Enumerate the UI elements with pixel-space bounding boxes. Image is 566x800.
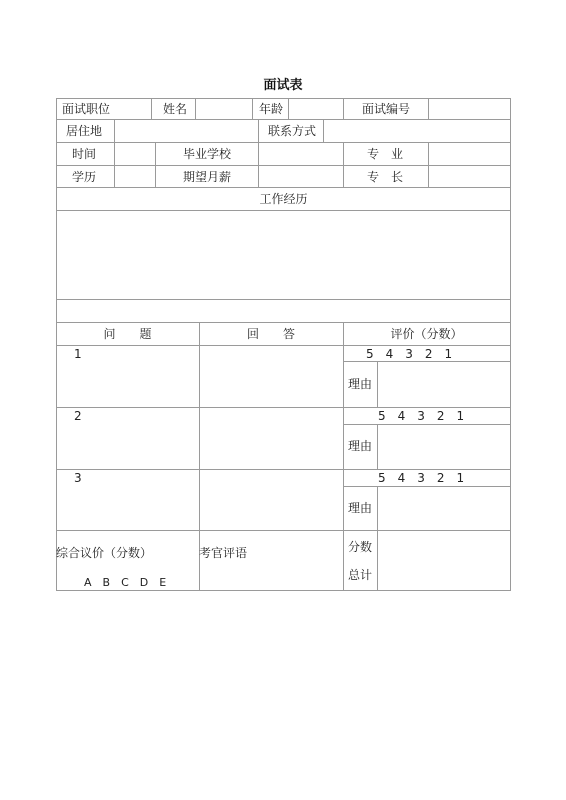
work-experience-label: 工作经历	[259, 192, 308, 206]
education-label: 学历	[72, 170, 97, 184]
position-label: 面试职位	[62, 102, 111, 116]
age-field[interactable]	[290, 100, 342, 118]
salary-label: 期望月薪	[183, 170, 232, 184]
score-options[interactable]: 5 4 3 2 1	[366, 347, 453, 361]
score-options[interactable]: 5 4 3 2 1	[378, 409, 465, 423]
age-label: 年龄	[259, 102, 284, 116]
reason-label: 理由	[348, 439, 373, 453]
contact-field[interactable]	[325, 121, 509, 141]
total-score-field[interactable]	[379, 532, 509, 589]
overall-label: 综合议价（分数）	[56, 546, 153, 560]
question-number: 3	[74, 471, 82, 485]
question-header: 问 题	[103, 327, 152, 341]
reason-label: 理由	[348, 377, 373, 391]
specialty-field[interactable]	[430, 167, 509, 186]
evaluation-header: 评价（分数）	[390, 327, 463, 341]
position-field[interactable]	[115, 100, 150, 118]
contact-label: 联系方式	[268, 124, 317, 138]
reason-field[interactable]	[379, 488, 509, 529]
major-field[interactable]	[430, 144, 509, 164]
question-number: 2	[74, 409, 82, 423]
education-field[interactable]	[116, 167, 154, 186]
school-label: 毕业学校	[183, 147, 232, 161]
work-experience-field[interactable]	[58, 212, 509, 298]
reason-field[interactable]	[379, 426, 509, 468]
answer-field[interactable]	[201, 409, 342, 468]
school-field[interactable]	[260, 144, 342, 164]
examiner-comment-label: 考官评语	[199, 546, 248, 560]
answer-header: 回 答	[246, 327, 295, 341]
reason-field[interactable]	[379, 363, 509, 406]
answer-field[interactable]	[201, 471, 342, 529]
score-options[interactable]: 5 4 3 2 1	[378, 471, 465, 485]
residence-label: 居住地	[66, 124, 103, 138]
form-title: 面试表	[263, 78, 303, 93]
interview-number-field[interactable]	[430, 100, 509, 118]
score-label: 分数	[348, 540, 373, 554]
interview-number-label: 面试编号	[362, 102, 411, 116]
grade-options[interactable]: A B C D E	[84, 576, 167, 589]
answer-field[interactable]	[201, 347, 342, 406]
examiner-comment-field[interactable]	[201, 562, 342, 589]
name-label: 姓名	[163, 102, 188, 116]
time-label: 时间	[72, 147, 97, 161]
time-field[interactable]	[116, 144, 154, 164]
specialty-label: 专 长	[367, 170, 404, 184]
major-label: 专 业	[367, 147, 404, 161]
salary-field[interactable]	[260, 167, 342, 186]
name-field[interactable]	[197, 100, 251, 118]
reason-label: 理由	[348, 501, 373, 515]
total-label: 总计	[348, 568, 373, 582]
question-number: 1	[74, 347, 82, 361]
residence-field[interactable]	[116, 121, 257, 141]
